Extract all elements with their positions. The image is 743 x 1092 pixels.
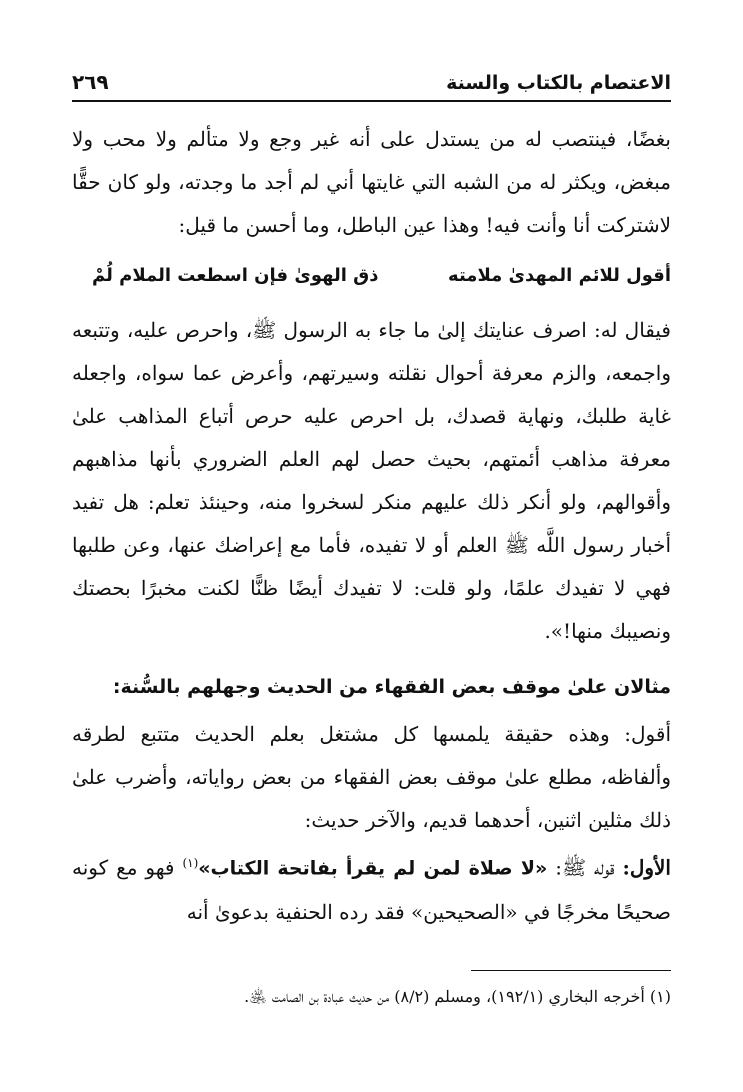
paragraph-2: فيقال له: اصرف عنايتك إلىٰ ما جاء به الرسول ﷺ، واحرص عليه، وتتبعه واجمعه، والزم معرفة أحوال نقلته وسيرتهم، وأعرض عما سواه، واجعله غاية طلبك، ونهاية قصدك، بل احرص عليه حرص أتباع المذاهب علىٰ معرفة مذاهب أئمتهم، بحيث حصل لهم العلم الضروري بأنها مذاهبهم وأقوالهم، ولو أنكر ذلك عليهم منكر لسخروا منه، وحينئذ تعلم: هل تفيد أخبار رسول اللَّه ﷺ العلم أو لا تفيده، فأما مع إعراضك عنها، وعن طلبها فهي لا تفيدك علمًا، ولو قلت: لا تفيدك أيضًا ظنًّا لكنت مخبرًا بحصتك ونصيبك منها!». xyxy=(72,318,671,643)
footnote-divider xyxy=(471,970,671,971)
section-heading: مثالان علىٰ موقف بعض الفقهاء من الحديث وجهلهم بالسُّنة: xyxy=(112,676,671,698)
running-title: الاعتصام بالكتاب والسنة xyxy=(446,72,671,94)
paragraph-4 xyxy=(72,842,671,934)
paragraph-3: أقول: وهذه حقيقة يلمسها كل مشتغل بعلم الحديث متتبع لطرقه وألفاظه، مطلع علىٰ موقف بعض الفقهاء من بعض رواياته، وأضرب علىٰ ذلك مثلين اثنين، أحدهما قديم، والآخر حديث: xyxy=(72,722,671,832)
first-example-label: الأول: xyxy=(622,855,671,880)
main-text xyxy=(72,118,671,934)
footnote: (١) أخرجه البخاري (١٩٢/١)، ومسلم (٨/٢) من حديث عبادة بن الصامت ﵁. xyxy=(244,987,671,1006)
poem-verse xyxy=(72,247,671,309)
page-header xyxy=(72,62,671,102)
poem-first-hemistich: أقول للائم المهدىٰ ملامته xyxy=(448,265,671,286)
paragraph-4-intro: قوله ﷺ: xyxy=(547,855,623,880)
paragraph-4-rest: فهو مع كونه صحيحًا مخرجًا في «الصحيحين» فقد رده الحنفية بدعوىٰ أنه xyxy=(72,855,671,924)
poem-second-hemistich: ذق الهوىٰ فإن اسطعت الملام لُمْ xyxy=(92,265,379,286)
paragraph-1: بغضًا، فينتصب له من يستدل على أنه غير وجع ولا متألم ولا محب ولا مبغض، ويكثر له من الشبه التي غايتها أني لم أجد ما وجدته، ولو كان حقًّا لاشتركت أنا وأنت فيه! وهذا عين الباطل، وما أحسن ما قيل: xyxy=(72,127,671,237)
page-number: ٢٦٩ xyxy=(72,70,109,94)
hadith-quote: «لا صلاة لمن لم يقرأ بفاتحة الكتاب» xyxy=(198,857,548,880)
footnote-marker[interactable]: (١) xyxy=(182,856,199,870)
